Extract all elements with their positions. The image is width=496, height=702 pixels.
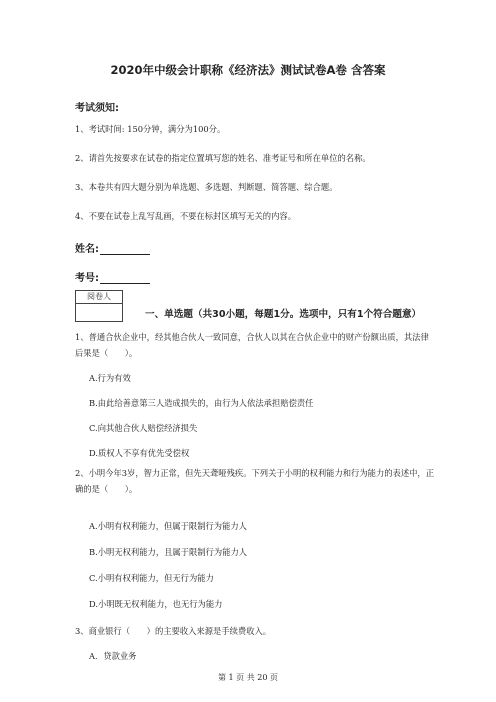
page-title: 2020年中级会计职称《经济法》测试试卷A卷 含答案 [110, 63, 386, 77]
option-item: B.由此给善意第三人造成损失的，由行为人依法承担赔偿责任 [89, 398, 314, 408]
notice-item: 2、请首先按要求在试卷的指定位置填写您的姓名、准考证号和所在单位的名称。 [75, 153, 371, 163]
option-item: B.小明无权利能力，且属于限制行为能力人 [89, 547, 248, 557]
question-stem: 1、普通合伙企业中，经其他合伙人一致同意，合伙人以其在合伙企业中的财产份额出质，其法律后果是（ ）。 [75, 332, 429, 358]
option-item: D.质权人不享有优先受偿权 [89, 448, 190, 458]
notice-item: 1、考试时间: 150分钟，满分为100分。 [75, 124, 226, 134]
option-item: A.行为有效 [89, 373, 131, 383]
name-label: 姓名: [75, 244, 99, 255]
option-item: C.小明有权利能力，但无行为能力 [89, 573, 214, 583]
name-field[interactable] [75, 240, 150, 255]
scorer-label: 阅卷人 [76, 291, 122, 304]
option-item: C.向其他合伙人赔偿经济损失 [89, 423, 198, 433]
exam-number-blank[interactable] [100, 273, 150, 284]
option-item: A.小明有权利能力，但属于限制行为能力人 [89, 521, 247, 531]
notice-heading: 考试须知: [75, 103, 119, 114]
notice-item: 4、不要在试卷上乱写乱画，不要在标封区填写无关的内容。 [75, 211, 296, 221]
option-item: D.小明既无权利能力，也无行为能力 [89, 599, 223, 609]
exam-number-label: 考号: [75, 273, 99, 284]
name-blank[interactable] [100, 244, 150, 255]
exam-number-field[interactable] [75, 269, 150, 284]
option-item: A．贷款业务 [89, 651, 137, 661]
section-title: 一、单选题（共30小题，每题1分。选项中，只有1个符合题意） [145, 309, 422, 320]
question-stem: 2、小明今年3岁，智力正常，但先天聋哑残疾。下列关于小明的权利能力和行为能力的表述中，正确的是（ ）。 [75, 468, 435, 494]
scorer-box [75, 290, 123, 322]
question-stem: 3、商业银行（ ）的主要收入来源是手续费收入。 [75, 626, 272, 636]
notice-item: 3、本卷共有四大题分别为单选题、多选题、判断题、简答题、综合题。 [75, 182, 338, 192]
page-footer: 第 1 页 共 20 页 [218, 673, 278, 682]
